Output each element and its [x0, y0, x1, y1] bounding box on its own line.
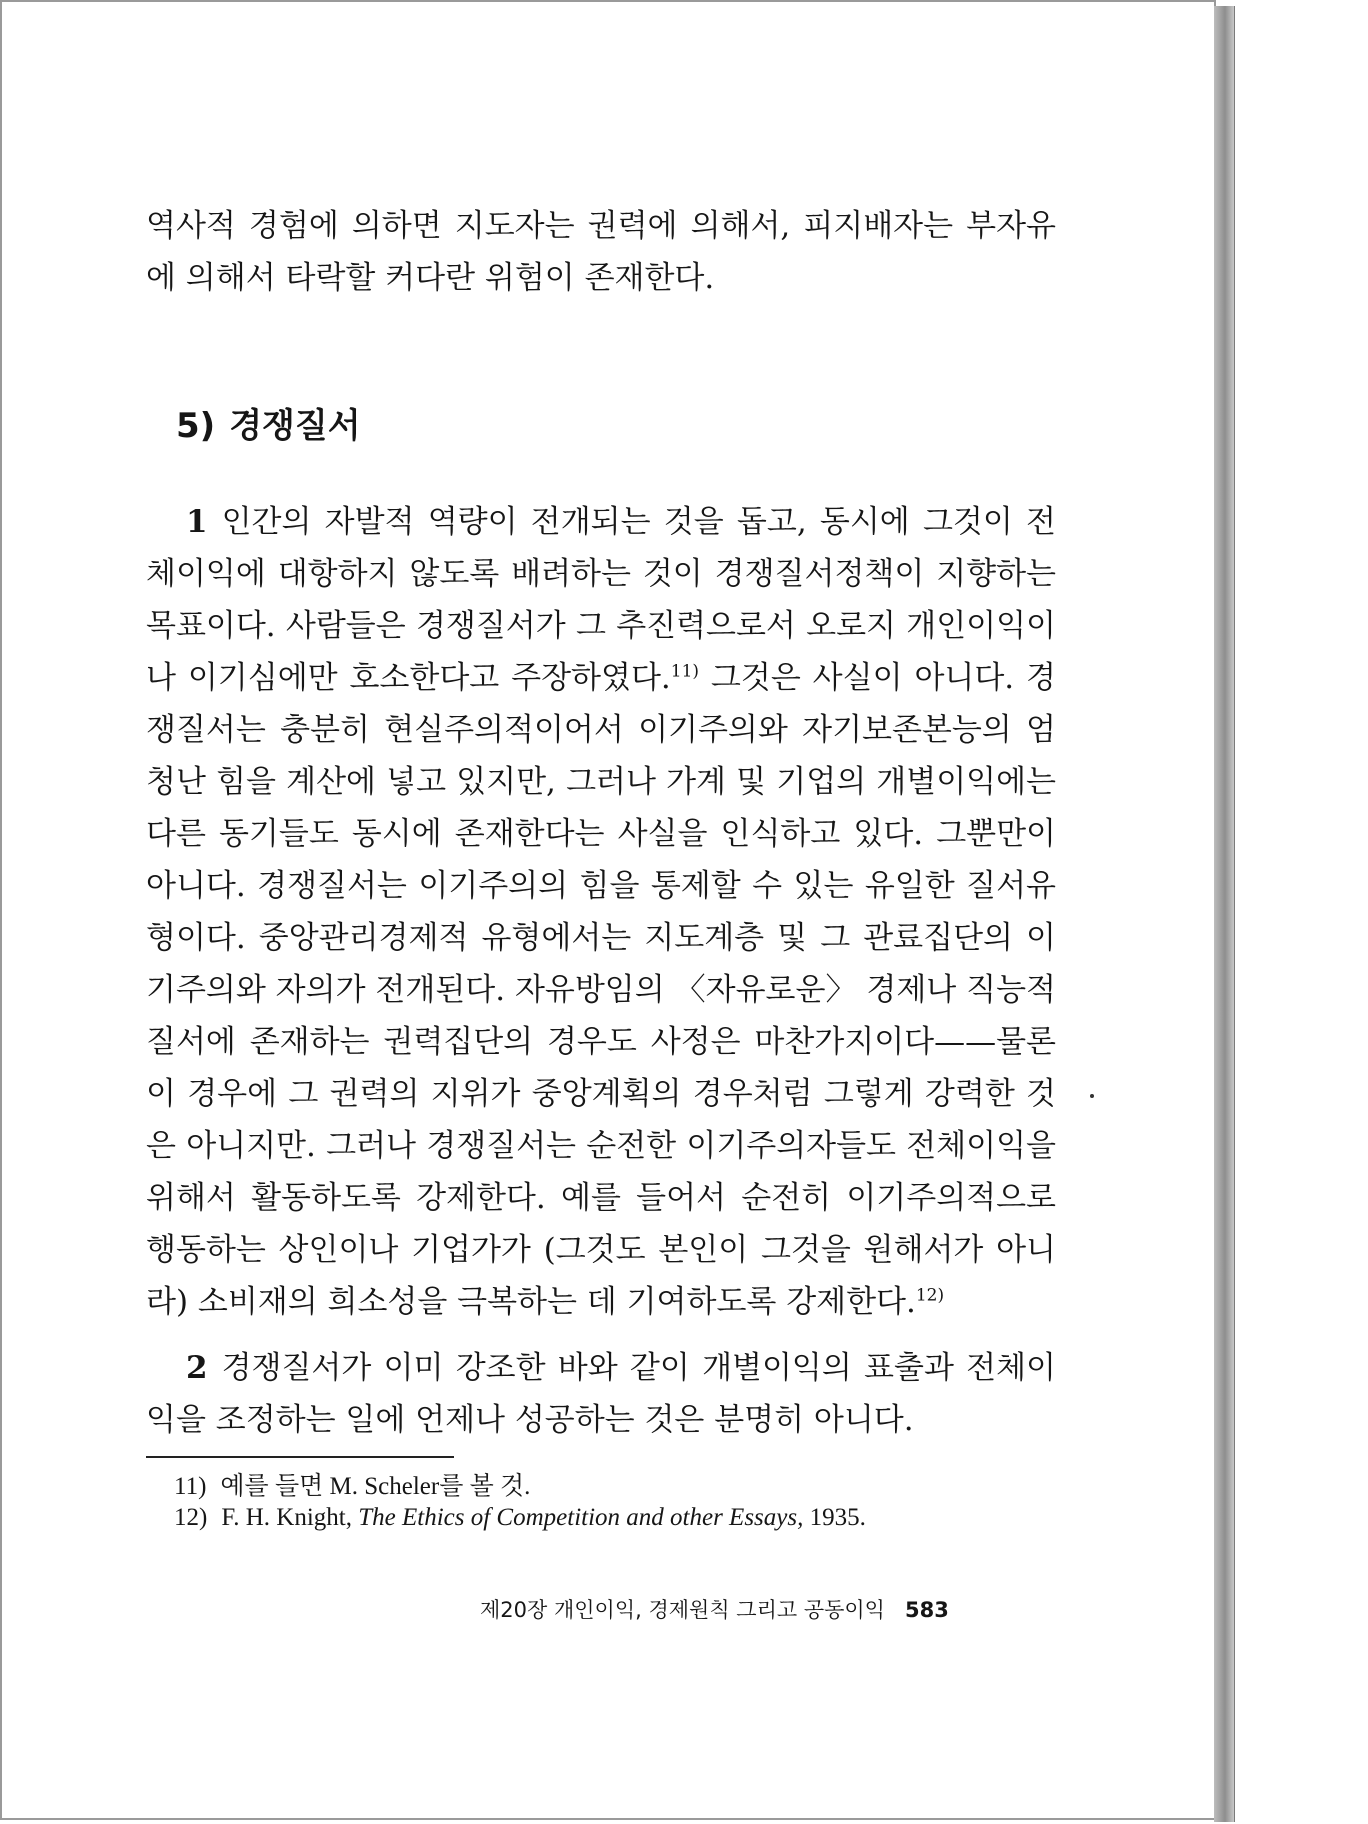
scan-speck [1090, 1094, 1094, 1098]
paragraph-1-number: 1 [186, 504, 208, 540]
section-number: 5) [176, 406, 216, 446]
intro-text: 역사적 경험에 의하면 지도자는 권력에 의해서, 피지배자는 부자유에 의해서 타락할 커다란 위험이 존재한다. [146, 208, 1056, 296]
paragraph-2 [146, 1342, 1056, 1446]
paragraph-1-text-a: 인간의 자발적 역량이 전개되는 것을 돕고, 동시에 그것이 전체이익에 대항하지 않도록 배려하는 것이 경쟁질서정책이 지향하는 목표이다. 사람들은 경쟁질서가 그 추진력으로서 오로지 개인이익이나 이기심에만 호소한다고 주장하였다. [146, 504, 1056, 696]
footnote-12-title: The Ethics of Competition and other Essays, [358, 1504, 804, 1531]
footnote-12-number: 12) [174, 1504, 208, 1531]
page-number: 583 [904, 1598, 949, 1622]
footnote-11-number: 11) [174, 1473, 207, 1500]
footnote-11 [174, 1466, 530, 1502]
footnote-ref-11: 11) [670, 661, 700, 682]
page-edge-shadow [1214, 6, 1235, 1822]
paragraph-1 [146, 496, 1056, 1328]
section-title: 경쟁질서 [229, 406, 361, 446]
running-footer [480, 1594, 949, 1624]
paragraph-1-text-b: 그것은 사실이 아니다. 경쟁질서는 충분히 현실주의적이어서 이기주의와 자기보존본능의 엄청난 힘을 계산에 넣고 있지만, 그러나 가계 및 기업의 개별이익에는 다른 동기들도 동시에 존재한다는 사실을 인식하고 있다. 그뿐만이 아니다. 경쟁질서는 이기주의의 힘을 통제할 수 있는 유일한 질서유형이다. 중앙관리경제적 유형에서는 지도계층 및 그 관료집단의 이기주의와 자의가 전개된다. 자유방임의 〈자유로운〉 경제나 직능적 질서에 존재하는 권력집단의 경우도 사정은 마찬가지이다——물론 이 경우에 그 권력의 지위가 중앙계획의 경우처럼 그렇게 강력한 것은 아니지만. 그러나 경쟁질서는 순전한 이기주의자들도 전체이익을 위해서 활동하도록 강제한다. 예를 들어서 순전히 이기주의적으로 행동하는 상인이나 기업가가 (그것도 본인이 그것을 원해서가 아니라) 소비재의 희소성을 극복하는 데 기여하도록 강제한다. [146, 660, 1056, 1320]
footnote-12-year: 1935. [809, 1504, 866, 1531]
paragraph-2-number: 2 [186, 1350, 208, 1386]
intro-paragraph [146, 200, 1056, 304]
footnote-ref-12: 12) [915, 1285, 945, 1306]
chapter-title: 제20장 개인이익, 경제원칙 그리고 공동이익 [480, 1598, 885, 1622]
footnote-rule [146, 1456, 454, 1458]
section-heading [176, 398, 361, 447]
paragraph-2-text: 경쟁질서가 이미 강조한 바와 같이 개별이익의 표출과 전체이익을 조정하는 일에 언제나 성공하는 것은 분명히 아니다. [146, 1350, 1056, 1438]
footnote-12-author: F. H. Knight, [221, 1504, 352, 1531]
footnote-11-text: 예를 들면 M. Scheler를 볼 것. [220, 1473, 531, 1500]
footnote-12 [174, 1504, 866, 1532]
